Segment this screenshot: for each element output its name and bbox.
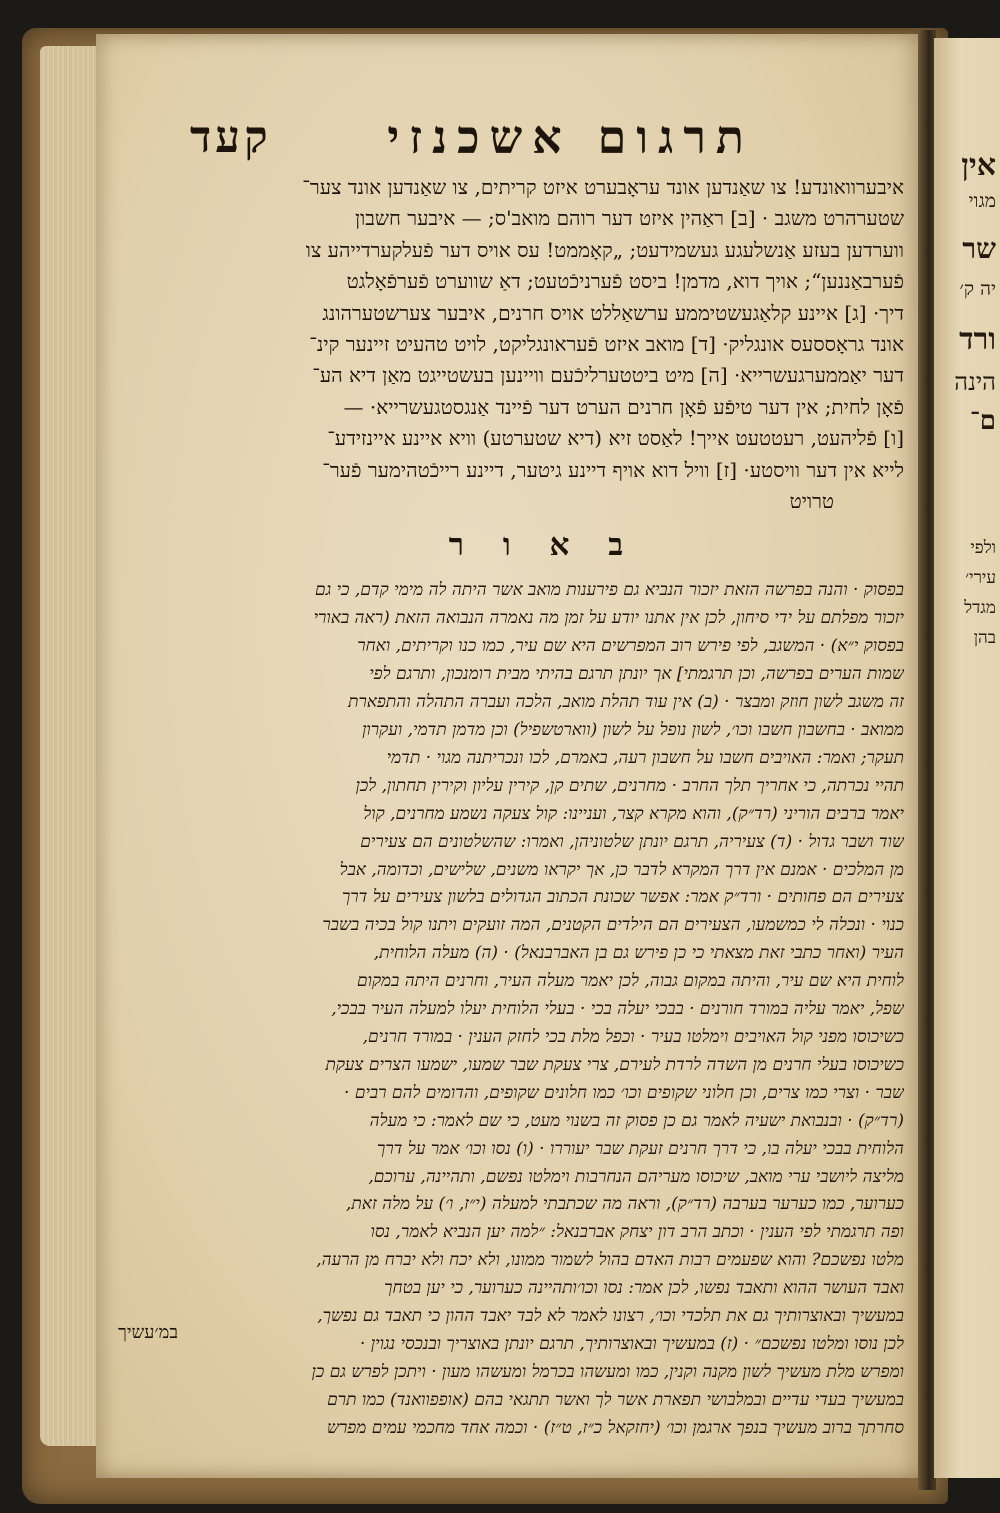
facing-page-fragment: ולפי: [970, 538, 996, 558]
catchword: במ׳עשיך: [118, 1322, 178, 1343]
commentary-line: (רד״ק) · ובנבואת ישעיה לאמר גם כן פסוק זה בשנוי מעט, כי שם לאמר: כי מעלה: [369, 1110, 904, 1131]
facing-page-fragment: עירי׳: [965, 568, 996, 588]
facing-page-fragment: בהן: [973, 628, 996, 648]
translation-line: ווערדען בעזע אַנשלעגע געשמידעט; „קאָממט! עס אויס דער פֿעלקערדייהע צו: [305, 237, 904, 262]
commentary-line: שבר · וצרי כמו צרים, וכן חלוני שקופים וכו׳ כמו חלונים שקופים, והדומים להם רבים ·: [344, 1082, 904, 1103]
translation-line: דער יאַממערגעשרייא· [ה] מיט ביטטערליכֿעם וויינען בעשטייגט מאַן דיא הע־: [312, 363, 904, 388]
commentary-line: כנוי · ונכלה לי כמשמעו, הצעירים הם הילדים הקטנים, המה זועקים ויתנו קול בכיה בשבר: [322, 915, 904, 936]
translation-line: לייא אין דער וויסטע· [ז] וויל דוא אויף דיינע גיטער, דיינע רייכֿטהימער פֿער־: [322, 457, 904, 482]
commentary-line: ואבד העושר ההוא ותאבד נפשו, לכן אמר: נסו וכו׳ותהיינה כערוער, כי יען בטחך: [384, 1278, 904, 1299]
commentary-line: תהיי נכרתה, כי אחריך תלך החרב · מחרנים, שתים קן, קירין עליון וקירין תחתון, לכן: [355, 775, 904, 796]
commentary-line: בפסוק י״א) · המשגב, לפי פירש רוב המפרשים היא שם עיר, כמו כנו וקריתים, ואחר: [357, 636, 904, 657]
facing-page-fragment: מגוי: [968, 190, 996, 212]
commentary-line: סחרתך ברוב מעשיך בנפך ארגמן וכו׳ (יחזקאל כ״ז, ט״ז) · וכמה אחד מחכמי עמים מפרש: [327, 1417, 904, 1438]
commentary-line: כערוער, כמו כערער בערבה (רד״ק), וראה מה שכתבתי למעלה (י״ז, ו׳) על מלה זאת,: [346, 1194, 904, 1215]
translation-line: [ו] פֿליהעט, רעטטעט אייך! לאַסט זיא (דיא שטערטע) וויא איינע איינזידע־: [327, 426, 904, 451]
commentary-line: לכן נוסו ומלטו נפשכם״ · (ז) במעשיך ובאוצרותיך, תרגם יונתן באוצריך ובנכסי נגוין ·: [360, 1333, 904, 1354]
page-header: [182, 102, 904, 172]
commentary-line: לוחית היא שם עיר, והיתה במקום גבוה, לכן יאמר מעלה העיר, וחרנים היתה במקום: [357, 971, 904, 992]
translation-line: אונד גראָססעס אונגליק· [ד] מואב איזט פֿעראונגליקט, לויט טהעיט זיינער קינ־: [309, 332, 904, 357]
commentary-heading: ב א ו ר: [448, 527, 638, 564]
commentary-line: שוד ושבר גדול · (ד) צעיריה, תרגם יונתן שלטוניהן, ואמרו: שהשלטונים הם צעירים: [360, 831, 904, 852]
page-title: תרגום אשכנזי: [387, 110, 754, 164]
commentary-line: מלטו נפשכם? והוא שפעמים רבות האדם בהול לשמור ממונו, ולא יכח ולא יברח מן הרעה,: [316, 1250, 904, 1271]
commentary-line: ממואב · בחשבון חשבו וכו׳, לשון נופל על לשון (ווארטשפיל) וכן מדמן תדמי, ועקרון: [362, 720, 904, 740]
commentary-line: מליצה ליושבי ערי מואב, שיכוסו מעריהם הנחרבות וימלטו נפשם, ותהיינה, ערוכם,: [368, 1166, 904, 1187]
translation-line: טרויט: [789, 489, 834, 514]
commentary-line: ומפרש מלת מעשיך לשון מקנה וקנין, כמו ומעשהו בכרמל ומעשהו מעון · ויתכן לפרש גם כן: [311, 1361, 904, 1382]
facing-page-fragment: הינה: [954, 368, 996, 396]
commentary-line: ופה תרגמתי לפי הענין · וכתב הרב דון יצחק אברבנאל: ״למה יען הנביא לאמר, נסו: [370, 1222, 904, 1243]
facing-page-fragment: יה ק׳: [959, 278, 996, 300]
translation-block: [182, 172, 904, 517]
facing-page-fragment: אין: [961, 148, 996, 183]
commentary-line: בפסוק · והנה בפרשה הזאת יזכור הנביא גם פירענות מואב אשר היתה לה מימי קדם, כי גם: [315, 580, 904, 601]
translation-line: פֿערבאַננען“; אויך דוא, מדמן! ביסט פֿערניכֿטעט; דאַ שווערט פֿערפֿאָלגט: [346, 269, 904, 294]
translation-line: שטערהרט משגב · [ב] ראַהין איזט דער רוהם מואב'ס; — איבער חשבון: [355, 206, 904, 231]
commentary-block: [182, 577, 904, 1442]
commentary-line: העיר (ואחר כתבי זאת מצאתי כי כן פירש גם בן האברבנאל) · (ה) מעלה הלוחית,: [373, 943, 904, 964]
commentary-line: מן המלכים · אמנם אין דרך המקרא לדבר כן, אך יקראו משנים, שלישים, וכדומה, אבל: [339, 859, 904, 880]
commentary-line: במעשיך בעדי עדיים ובמלבושי תפארת אשר לך ואשר תתגאי בהם (אופפוואנד) כמו תרם: [327, 1389, 904, 1410]
facing-page-fragment: ורד: [959, 322, 996, 357]
commentary-line: כשיכוסו מפני קול האויבים וימלטו בעיר · וכפל מלת בכי לחזק הענין · במורד חרנים,: [362, 1026, 904, 1047]
commentary-line: יזכור מפלתם על ידי סיחון, לכן אין אתנו יודע על זמן מה נאמרה הנבואה הזאת (ראה באורי: [313, 608, 904, 629]
commentary-line: הלוחית בבכי יעלה בו, כי דרך חרנים זעקת שבר יעוררו · (ו) נסו וכו׳ אמר על דרך: [376, 1138, 904, 1159]
commentary-line: צעירים הם פחותים · ורד״ק אמר: אפשר שכונת הכתוב הגדולים בלשון צעירים על דרך: [341, 887, 904, 908]
facing-page-fragment: שר: [962, 232, 996, 265]
commentary-line: כשיכוסו בעלי חרנים מן השדה לרדת לעירם, צרי צעקת שבר שמעו, ישמעו הצרים צעקת: [325, 1054, 904, 1075]
page-content: [182, 102, 904, 1443]
translation-line: דיך· [ג] איינע קלאַגעשטיממע ערשאַללט אויס חרנים, איבער צערשטערהונג: [322, 300, 904, 325]
facing-page-fragment: ם־: [969, 406, 996, 436]
facing-page: [934, 38, 1000, 1478]
commentary-line: שפל, יאמר עליה במורד חורנים · בבכי יעלה בכי · בעלי הלוחית יעלו למעלה העיר בבכי,: [331, 999, 904, 1020]
commentary-line: זה משגב לשון חוזק ומבצר · (ב) אין עוד תהלת מואב, הלכה ועברה התהלה והתפארת: [348, 692, 904, 713]
translation-line: איבערוואונדע! צו שאַנדען אונד עראָבערט איזט קריתים, צו שאַנדען אונד צער־: [302, 175, 904, 199]
commentary-line: יאמר ברבים הוריני (רד״ק), והוא מקרא קצר, ועניינו: קול צעקה נשמע מחרנים, קול: [363, 803, 904, 824]
page-number: קעד: [190, 112, 272, 163]
facing-page-fragment: מגדל: [964, 598, 996, 618]
commentary-line: תעקר; ואמר: האויבים חשבו על חשבון רעה, באמרם, לכו ונכריתנה מגוי · תדמי: [386, 747, 904, 768]
translation-line: פֿאָן לחית; אין דער טיפֿע פֿאָן חרנים הערט דער פֿיינד אַנגסטגעשרייא· —: [343, 394, 904, 419]
commentary-line: שמות הערים בפרשה, וכן תרגמתי] אך יונתן תרגם בהיתי מבית רומנכון, ותרגם לפי: [369, 664, 904, 685]
commentary-line: במעשיך ובאוצרותיך גם את תלכדי וכו׳, רצונו לאמר לא לבד יאבד ההון כי תאבד גם נפשך,: [317, 1306, 904, 1327]
